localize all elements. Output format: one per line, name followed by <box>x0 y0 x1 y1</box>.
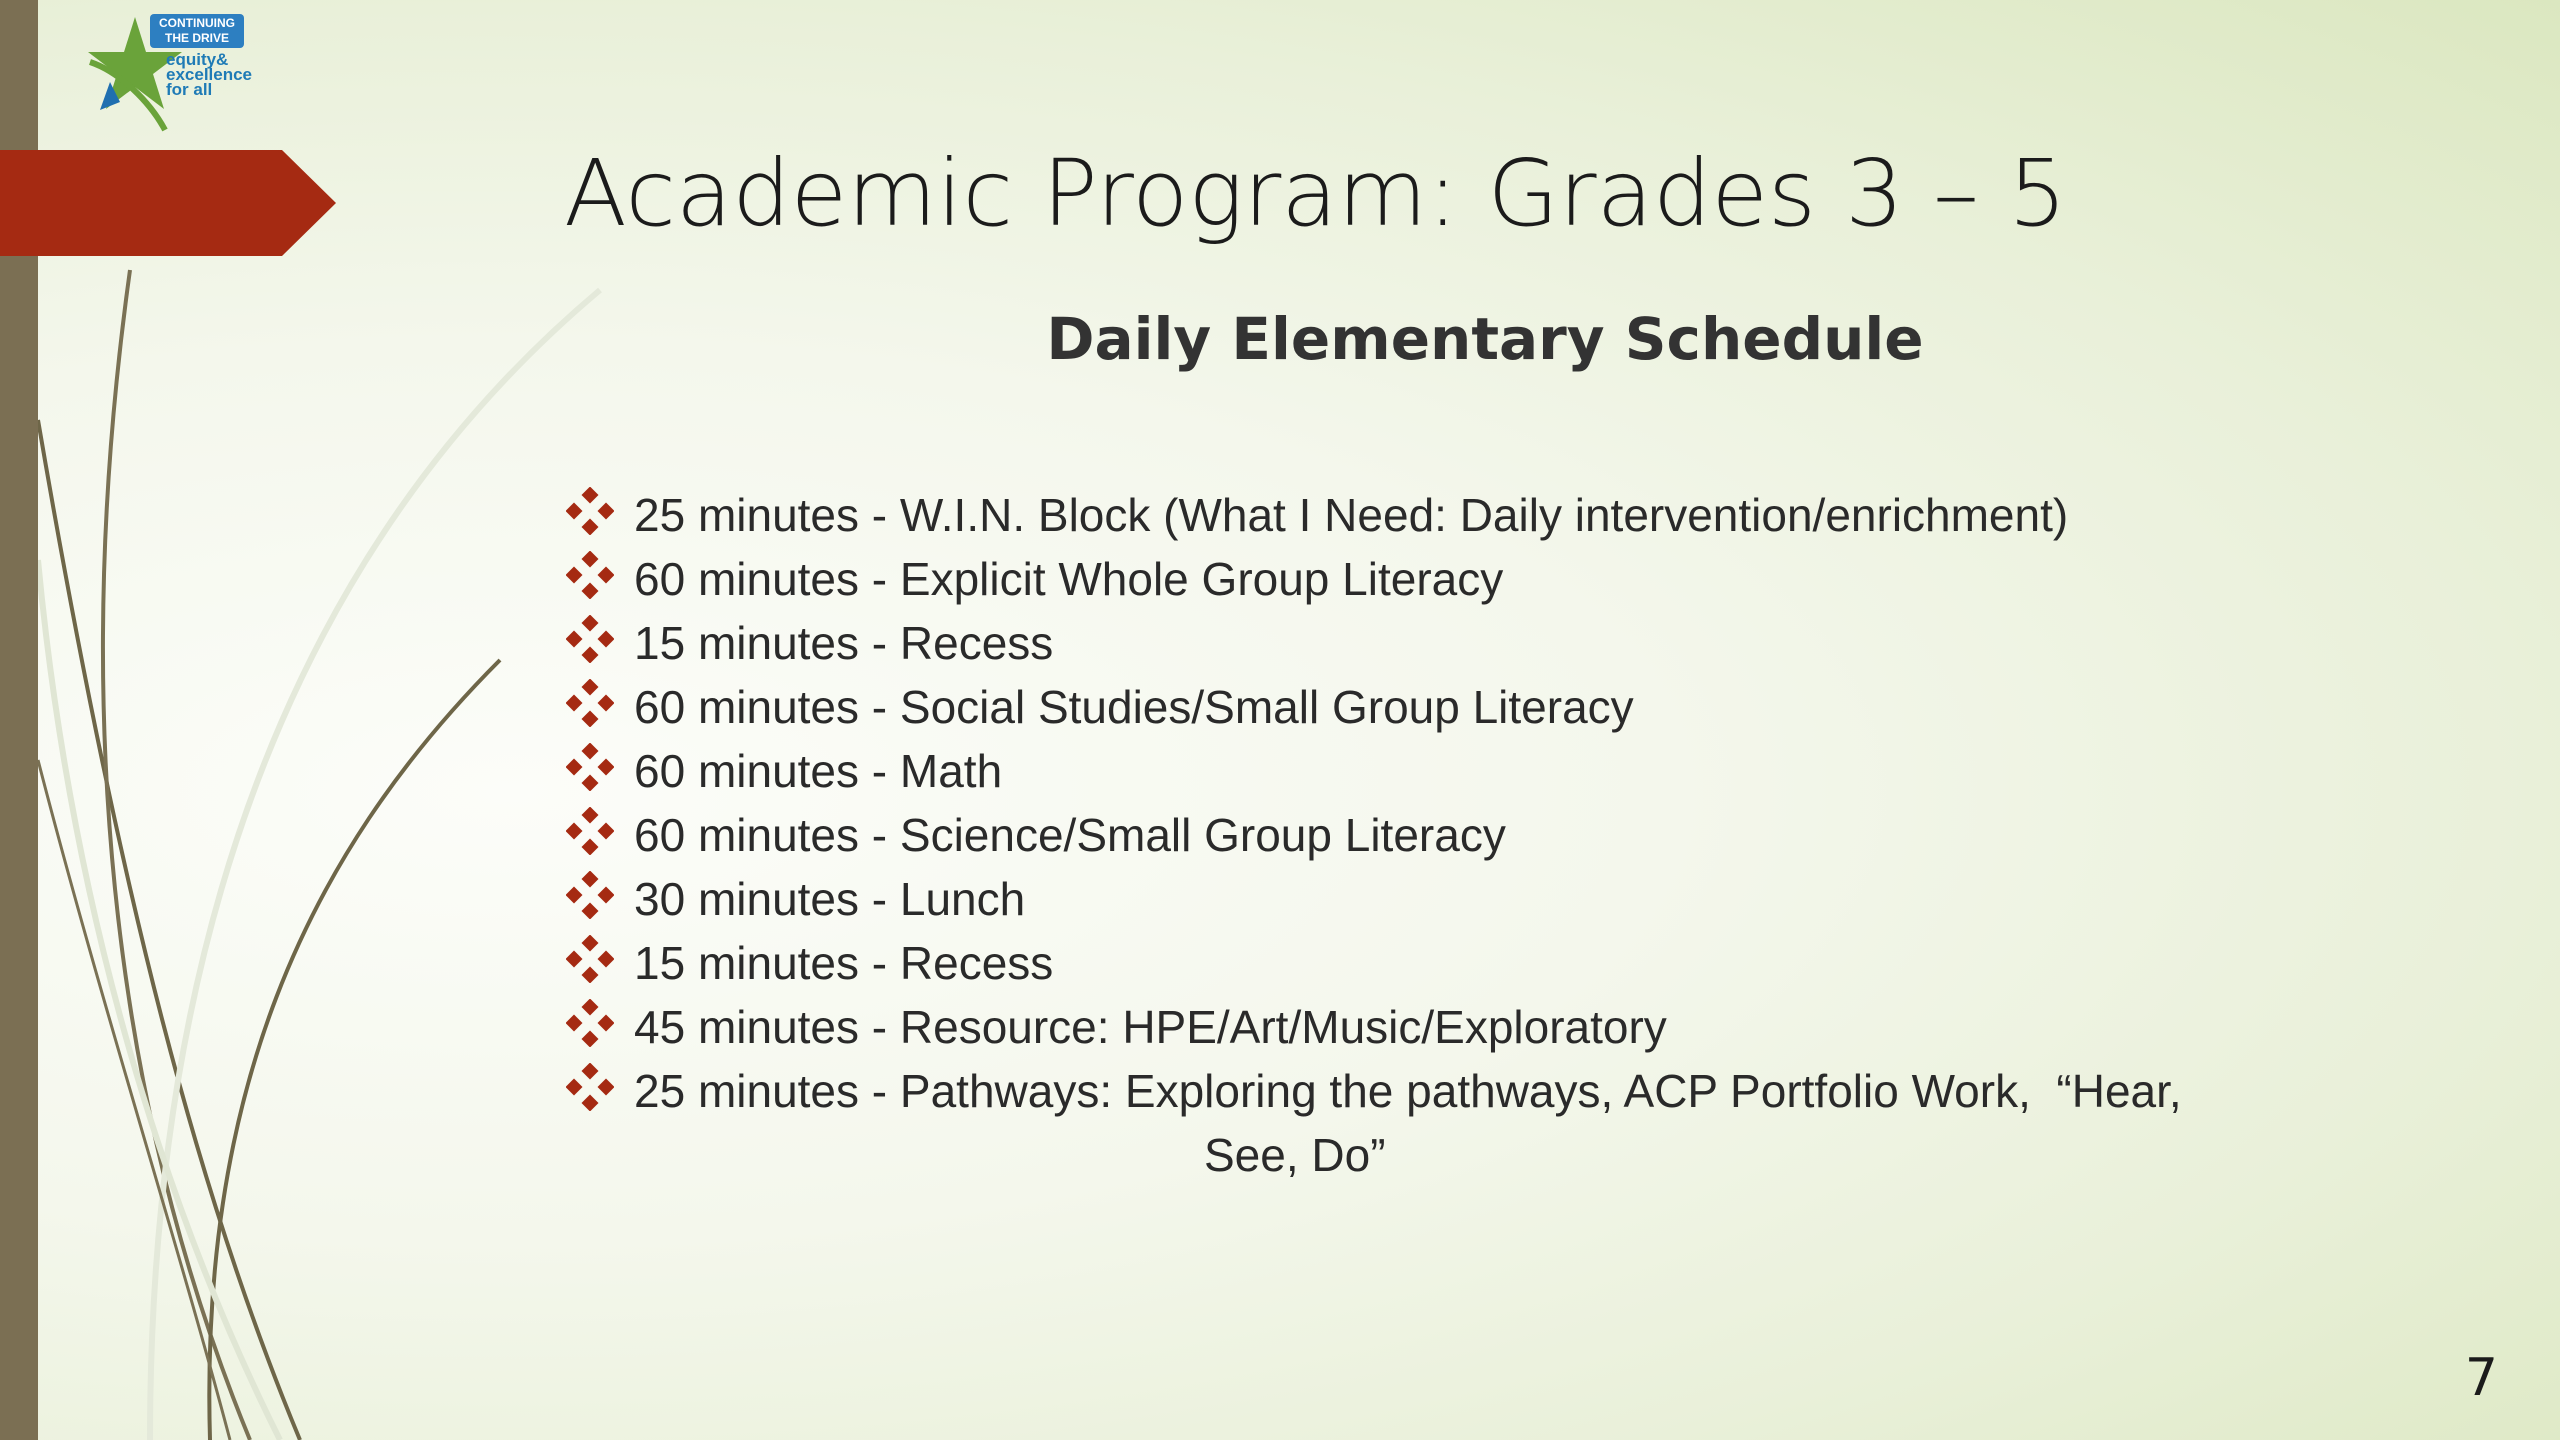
diamond-bullet-icon <box>566 999 614 1047</box>
logo-tagline: equity& excellence for all <box>166 50 253 99</box>
diamond-bullet-icon <box>566 487 614 535</box>
slide-subtitle: Daily Elementary Schedule <box>1046 305 1924 373</box>
schedule-item-text: 15 minutes - Recess <box>634 617 1054 669</box>
diamond-bullet-icon <box>566 807 614 855</box>
diamond-bullet-icon <box>566 1063 614 1111</box>
list-item <box>566 995 2386 1059</box>
list-item <box>566 867 2386 931</box>
schedule-item-text: 25 minutes - Pathways: Exploring the pathways, ACP Portfolio Work, “Hear, <box>634 1065 2182 1117</box>
page-number: 7 <box>2464 1348 2498 1408</box>
schedule-list <box>566 483 2386 1187</box>
schedule-item-multiline <box>634 1059 2182 1187</box>
schedule-item-text: 60 minutes - Social Studies/Small Group Literacy <box>634 681 1634 733</box>
title-accent-arrow <box>0 150 336 256</box>
schedule-item-text: 15 minutes - Recess <box>634 937 1054 989</box>
schedule-item-text: 60 minutes - Math <box>634 745 1003 797</box>
slide-title: Academic Program: Grades 3 – 5 <box>564 140 2067 247</box>
list-item <box>566 931 2386 995</box>
diamond-bullet-icon <box>566 871 614 919</box>
diamond-bullet-icon <box>566 615 614 663</box>
schedule-item-text: 60 minutes - Science/Small Group Literacy <box>634 809 1506 861</box>
schedule-item-text: 25 minutes - W.I.N. Block (What I Need: Daily intervention/enrichment) <box>634 489 2069 541</box>
schedule-item-continuation: See, Do” <box>1204 1129 1386 1181</box>
logo <box>80 12 280 142</box>
list-item <box>566 675 2386 739</box>
schedule-item-text: 30 minutes - Lunch <box>634 873 1026 925</box>
list-item <box>566 739 2386 803</box>
schedule-item-text: 45 minutes - Resource: HPE/Art/Music/Exploratory <box>634 1001 1667 1053</box>
logo-badge: CONTINUING THE DRIVE <box>150 14 244 48</box>
list-item <box>566 611 2386 675</box>
diamond-bullet-icon <box>566 679 614 727</box>
list-item <box>566 483 2386 547</box>
diamond-bullet-icon <box>566 743 614 791</box>
list-item <box>566 803 2386 867</box>
schedule-item-text: 60 minutes - Explicit Whole Group Literacy <box>634 553 1504 605</box>
list-item <box>566 547 2386 611</box>
diamond-bullet-icon <box>566 935 614 983</box>
diamond-bullet-icon <box>566 551 614 599</box>
list-item <box>566 1059 2386 1187</box>
